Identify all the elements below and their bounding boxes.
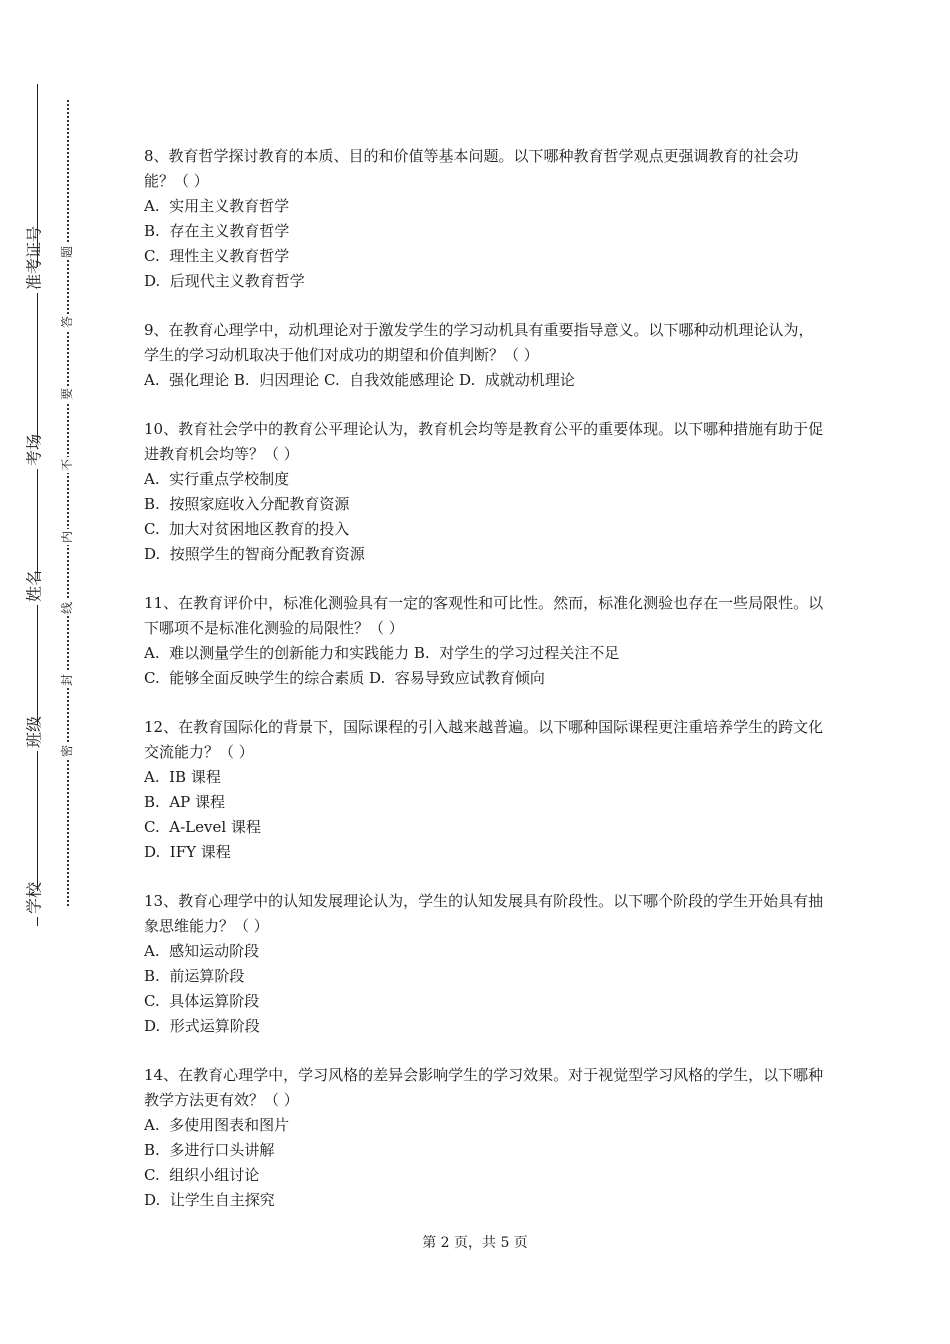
question-12 bbox=[144, 715, 824, 865]
option-d: D. 按照学生的智商分配教育资源 bbox=[144, 545, 365, 563]
question-list bbox=[144, 144, 824, 1237]
seal-char: 要 bbox=[60, 387, 74, 401]
option-line-cd: C. 能够全面反映学生的综合素质 D. 容易导致应试教育倾向 bbox=[144, 669, 545, 687]
option-b: B. 存在主义教育哲学 bbox=[144, 222, 290, 240]
seal-char: 不 bbox=[60, 458, 74, 472]
question-14 bbox=[144, 1063, 824, 1213]
option-line-ab: A. 难以测量学生的创新能力和实践能力 B. 对学生的学习过程关注不足 bbox=[144, 644, 620, 662]
option-a: A. 多使用图表和图片 bbox=[144, 1116, 290, 1134]
exam-room-label: 考场 bbox=[22, 443, 45, 469]
question-stem: 11、在教育评价中，标准化测验具有一定的客观性和可比性。然而，标准化测验也存在一些局限性。以下哪项不是标准化测验的局限性？（ ） bbox=[144, 594, 824, 637]
seal-char: 线 bbox=[60, 601, 74, 615]
option-b: B. 多进行口头讲解 bbox=[144, 1141, 275, 1159]
option-c: C. 加大对贫困地区教育的投入 bbox=[144, 520, 350, 538]
question-stem: 10、教育社会学中的教育公平理论认为，教育机会均等是教育公平的重要体现。以下哪种措施有助于促进教育机会均等？（ ） bbox=[144, 420, 824, 463]
question-13 bbox=[144, 889, 824, 1039]
option-a: A. 实行重点学校制度 bbox=[144, 470, 290, 488]
seal-char: 答 bbox=[60, 315, 74, 329]
exam-number-label: 准考证号 bbox=[22, 267, 45, 293]
page-number: 第 2 页，共 5 页 bbox=[422, 1235, 528, 1251]
seal-char: 封 bbox=[60, 673, 74, 687]
option-a: A. 实用主义教育哲学 bbox=[144, 197, 290, 215]
seal-char: 密 bbox=[60, 744, 74, 758]
seal-dotted-line bbox=[67, 100, 69, 906]
option-d: D. 让学生自主探究 bbox=[144, 1191, 275, 1209]
seal-char: 题 bbox=[60, 245, 74, 259]
question-stem: 14、在教育心理学中，学习风格的差异会影响学生的学习效果。对于视觉型学习风格的学生，以下哪种教学方法更有效？（ ） bbox=[144, 1066, 824, 1109]
option-c: C. 具体运算阶段 bbox=[144, 992, 260, 1010]
name-label: 姓名 bbox=[22, 579, 45, 605]
question-stem: 13、教育心理学中的认知发展理论认为，学生的认知发展具有阶段性。以下哪个阶段的学生开始具有抽象思维能力？（ ） bbox=[144, 892, 824, 935]
question-11 bbox=[144, 591, 824, 691]
option-c: C. A-Level 课程 bbox=[144, 818, 261, 836]
option-b: B. 前运算阶段 bbox=[144, 967, 245, 985]
class-label: 班级 bbox=[22, 725, 45, 751]
option-d: D. 形式运算阶段 bbox=[144, 1017, 260, 1035]
question-9 bbox=[144, 318, 824, 393]
question-8 bbox=[144, 144, 824, 294]
question-stem: 8、教育哲学探讨教育的本质、目的和价值等基本问题。以下哪种教育哲学观点更强调教育的社会功能？（ ） bbox=[144, 147, 799, 190]
option-c: C. 理性主义教育哲学 bbox=[144, 247, 290, 265]
option-b: B. 按照家庭收入分配教育资源 bbox=[144, 495, 350, 513]
option-a: A. 感知运动阶段 bbox=[144, 942, 260, 960]
option-line: A. 强化理论 B. 归因理论 C. 自我效能感理论 D. 成就动机理论 bbox=[144, 371, 575, 389]
option-c: C. 组织小组讨论 bbox=[144, 1166, 260, 1184]
seal-char: 内 bbox=[60, 530, 74, 544]
option-d: D. 后现代主义教育哲学 bbox=[144, 272, 305, 290]
question-10 bbox=[144, 417, 824, 567]
option-b: B. AP 课程 bbox=[144, 793, 226, 811]
binding-line bbox=[37, 84, 38, 926]
question-stem: 9、在教育心理学中，动机理论对于激发学生的学习动机具有重要指导意义。以下哪种动机理论认为，学生的学习动机取决于他们对成功的期望和价值判断？（ ） bbox=[144, 321, 814, 364]
option-a: A. IB 课程 bbox=[144, 768, 221, 786]
option-d: D. IFY 课程 bbox=[144, 843, 231, 861]
question-stem: 12、在教育国际化的背景下，国际课程的引入越来越普遍。以下哪种国际课程更注重培养学生的跨文化交流能力？（ ） bbox=[144, 718, 824, 761]
school-label: 学校 bbox=[22, 891, 45, 917]
